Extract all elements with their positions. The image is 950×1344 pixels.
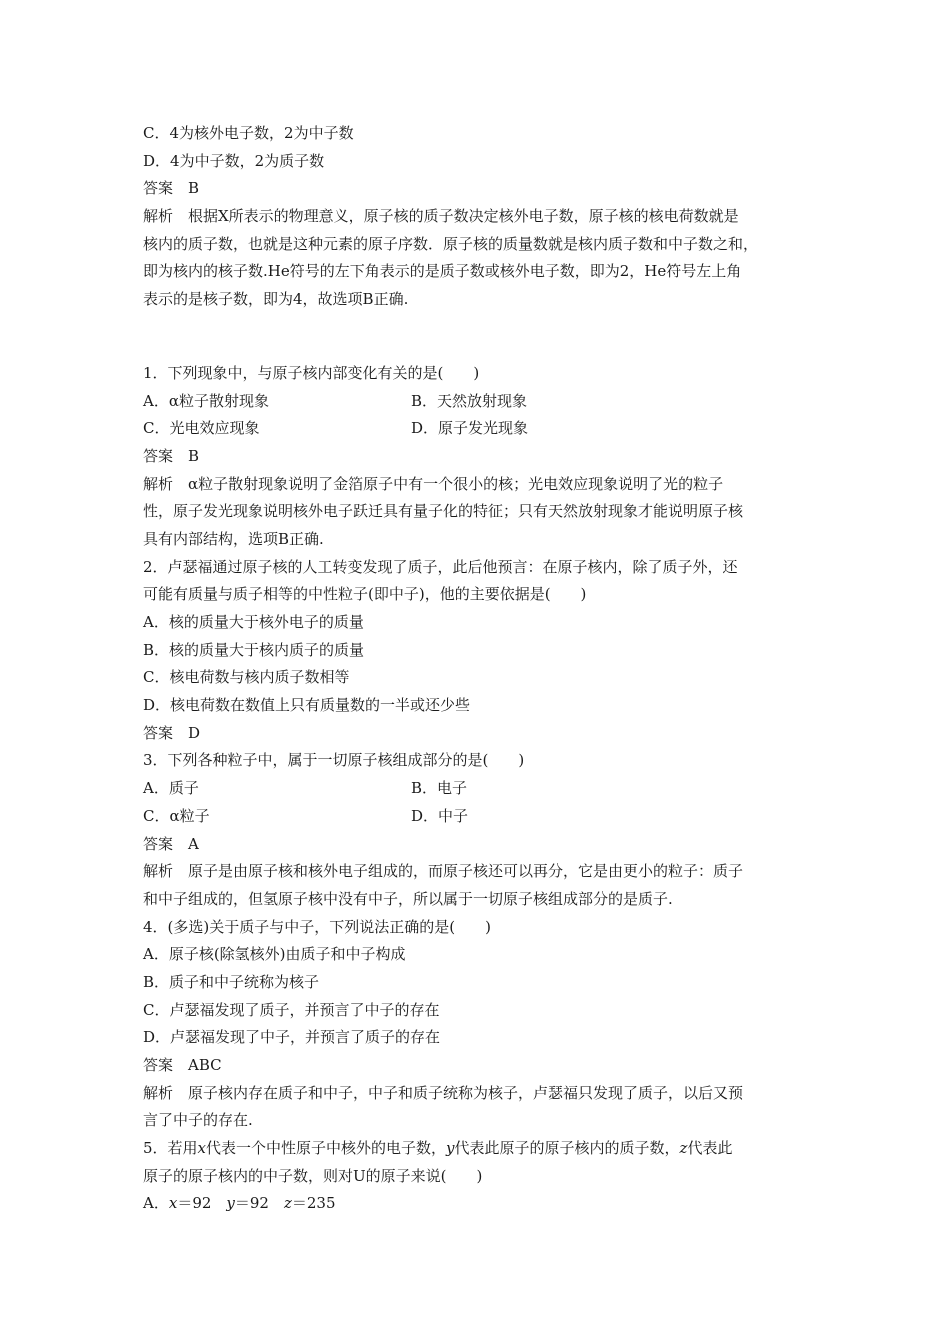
- intro-analysis-line: 核内的质子数，也就是这种元素的原子序数．原子核的质量数就是核内质子数和中子数之和，: [143, 234, 759, 253]
- q1-analysis-line: 性，原子发光现象说明核外电子跃迁具有量子化的特征；只有天然放射现象才能说明原子核: [143, 502, 744, 521]
- q4-option-a: A．原子核(除氢核外)由质子和中子构成: [143, 945, 406, 964]
- intro-option-c: C．4为核外电子数，2为中子数: [143, 124, 354, 142]
- q3-analysis-line: 和中子组成的，但氢原子核中没有中子，所以属于一切原子核组成部分的是质子.: [143, 889, 673, 908]
- q5-variable-z: z: [679, 1139, 688, 1158]
- q1-option-b: B．天然放射现象: [411, 391, 528, 410]
- intro-analysis-line: 表示的是核子数，即为4，故选项B正确.: [143, 290, 409, 309]
- document-page: [143, 120, 823, 1218]
- q1-option-d: D．原子发光现象: [411, 419, 529, 438]
- q3-options-row: [143, 775, 823, 803]
- q5-stem-line: 原子的原子核内的中子数，则对U的原子来说( ): [143, 1166, 483, 1185]
- intro-answer: 答案 B: [143, 179, 200, 198]
- q5-option-a-x-value: ＝92: [177, 1194, 227, 1213]
- q3-option-a: A．质子: [143, 779, 199, 798]
- q2-answer: 答案 D: [143, 723, 201, 742]
- q1-analysis-line: 解析 α粒子散射现象说明了金箔原子中有一个很小的核；光电效应现象说明了光的粒子: [143, 474, 724, 493]
- q5-option-a-z-value: ＝235: [291, 1194, 336, 1213]
- q5-stem-text: 代表此: [687, 1139, 733, 1158]
- q2-option-c: C．核电荷数与核内质子数相等: [143, 668, 350, 687]
- q4-option-c: C．卢瑟福发现了质子，并预言了中子的存在: [143, 1000, 440, 1019]
- q3-option-b: B．电子: [411, 779, 468, 798]
- q1-stem: 1．下列现象中，与原子核内部变化有关的是( ): [143, 363, 480, 382]
- q2-stem-line: 2．卢瑟福通过原子核的人工转变发现了质子，此后他预言：在原子核内，除了质子外，还: [143, 557, 738, 576]
- q5-option-a: [143, 1190, 823, 1218]
- q3-analysis-line: 解析 原子是由原子核和核外电子组成的，而原子核还可以再分，它是由更小的粒子：质子: [143, 862, 744, 881]
- q2-option-d: D．核电荷数在数值上只有质量数的一半或还少些: [143, 696, 471, 715]
- q4-stem: 4．(多选)关于质子与中子，下列说法正确的是( ): [143, 917, 491, 936]
- q1-options-row: [143, 415, 823, 443]
- q1-answer: 答案 B: [143, 446, 200, 465]
- q1-options-row: [143, 388, 823, 416]
- q3-option-d: D．中子: [411, 806, 469, 825]
- q1-option-a: A．α粒子散射现象: [143, 391, 269, 410]
- q5-stem-line: [143, 1135, 823, 1163]
- q5-stem-text: 代表一个中性原子中核外的电子数，: [206, 1139, 447, 1158]
- intro-analysis-line: 即为核内的核子数.He符号的左下角表示的是质子数或核外电子数，即为2，He符号左上角: [143, 262, 742, 281]
- q4-option-b: B．质子和中子统称为核子: [143, 972, 320, 991]
- intro-analysis-line: 解析 根据X所表示的物理意义，原子核的质子数决定核外电子数，原子核的核电荷数就是: [143, 207, 739, 226]
- q3-stem: 3．下列各种粒子中，属于一切原子核组成部分的是( ): [143, 751, 525, 770]
- q5-option-a-prefix: A．: [143, 1194, 169, 1213]
- q5-option-a-z: z: [283, 1194, 292, 1213]
- q5-variable-y: y: [446, 1139, 455, 1158]
- q5-stem-text: 代表此原子的原子核内的质子数，: [454, 1139, 680, 1158]
- q5-stem-text: 5．若用: [143, 1139, 198, 1158]
- q2-option-a: A．核的质量大于核外电子的质量: [143, 613, 364, 631]
- q5-variable-x: x: [197, 1139, 207, 1158]
- q1-option-c: C．光电效应现象: [143, 419, 260, 438]
- q3-option-c: C．α粒子: [143, 806, 210, 825]
- q3-answer: 答案 A: [143, 834, 199, 853]
- q2-stem-line: 可能有质量与质子相等的中性粒子(即中子)，他的主要依据是( ): [143, 585, 587, 604]
- q5-option-a-y-value: ＝92: [234, 1194, 284, 1213]
- q2-option-b: B．核的质量大于核内质子的质量: [143, 640, 365, 659]
- intro-option-d: D．4为中子数，2为质子数: [143, 151, 325, 170]
- q4-answer: 答案 ABC: [143, 1056, 222, 1074]
- q5-option-a-y: y: [226, 1194, 235, 1213]
- q3-options-row: [143, 803, 823, 831]
- section-gap: [143, 314, 823, 360]
- q1-analysis-line: 具有内部结构，选项B正确.: [143, 529, 324, 548]
- q4-analysis-line: 言了中子的存在.: [143, 1111, 253, 1130]
- q5-option-a-x: x: [168, 1194, 178, 1213]
- q4-option-d: D．卢瑟福发现了中子，并预言了质子的存在: [143, 1028, 441, 1047]
- q4-analysis-line: 解析 原子核内存在质子和中子，中子和质子统称为核子，卢瑟福只发现了质子，以后又预: [143, 1083, 744, 1102]
